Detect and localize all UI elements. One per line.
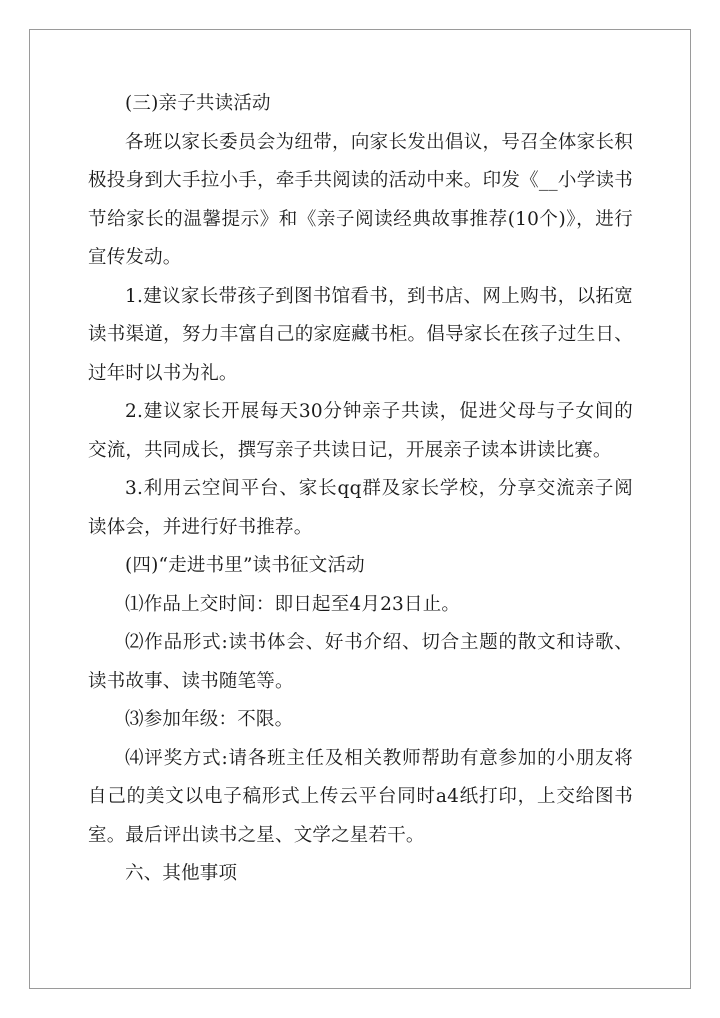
document-body — [88, 85, 633, 894]
list-item-1: 1.建议家长带孩子到图书馆看书，到书店、网上购书，以拓宽读书渠道，努力丰富自己的家庭藏书柜。倡导家长在孩子过生日、过年时以书为礼。 — [88, 285, 633, 384]
section-heading-essay-activity: (四)“走进书里”读书征文活动 — [125, 555, 365, 576]
list-item-2: 2.建议家长开展每天30分钟亲子共读，促进父母与子女间的交流，共同成长，撰写亲子共读日记，开展亲子读本讲读比赛。 — [88, 401, 633, 461]
list-item-3: 3.利用云空间平台、家长qq群及家长学校，分享交流亲子阅读体会，并进行好书推荐。 — [88, 478, 633, 538]
sub-item-2: ⑵作品形式:读书体会、好书介绍、切合主题的散文和诗歌、读书故事、读书随笔等。 — [88, 632, 633, 692]
paragraph-intro: 各班以家长委员会为纽带，向家长发出倡议，号召全体家长积极投身到大手拉小手，牵手共阅读的活动中来。印发《__小学读书节给家长的温馨提示》和《亲子阅读经典故事推荐(10个)》，进行宣传发动。 — [88, 131, 633, 268]
section-heading-other-matters: 六、其他事项 — [125, 863, 238, 884]
sub-item-3: ⑶参加年级：不限。 — [125, 709, 294, 730]
section-heading-parent-child-reading: (三)亲子共读活动 — [125, 93, 271, 114]
sub-item-4: ⑷评奖方式:请各班主任及相关教师帮助有意参加的小朋友将自己的美文以电子稿形式上传云平台同时a4纸打印，上交给图书室。最后评出读书之星、文学之星若干。 — [88, 747, 633, 846]
sub-item-1: ⑴作品上交时间：即日起至4月23日止。 — [125, 593, 461, 615]
